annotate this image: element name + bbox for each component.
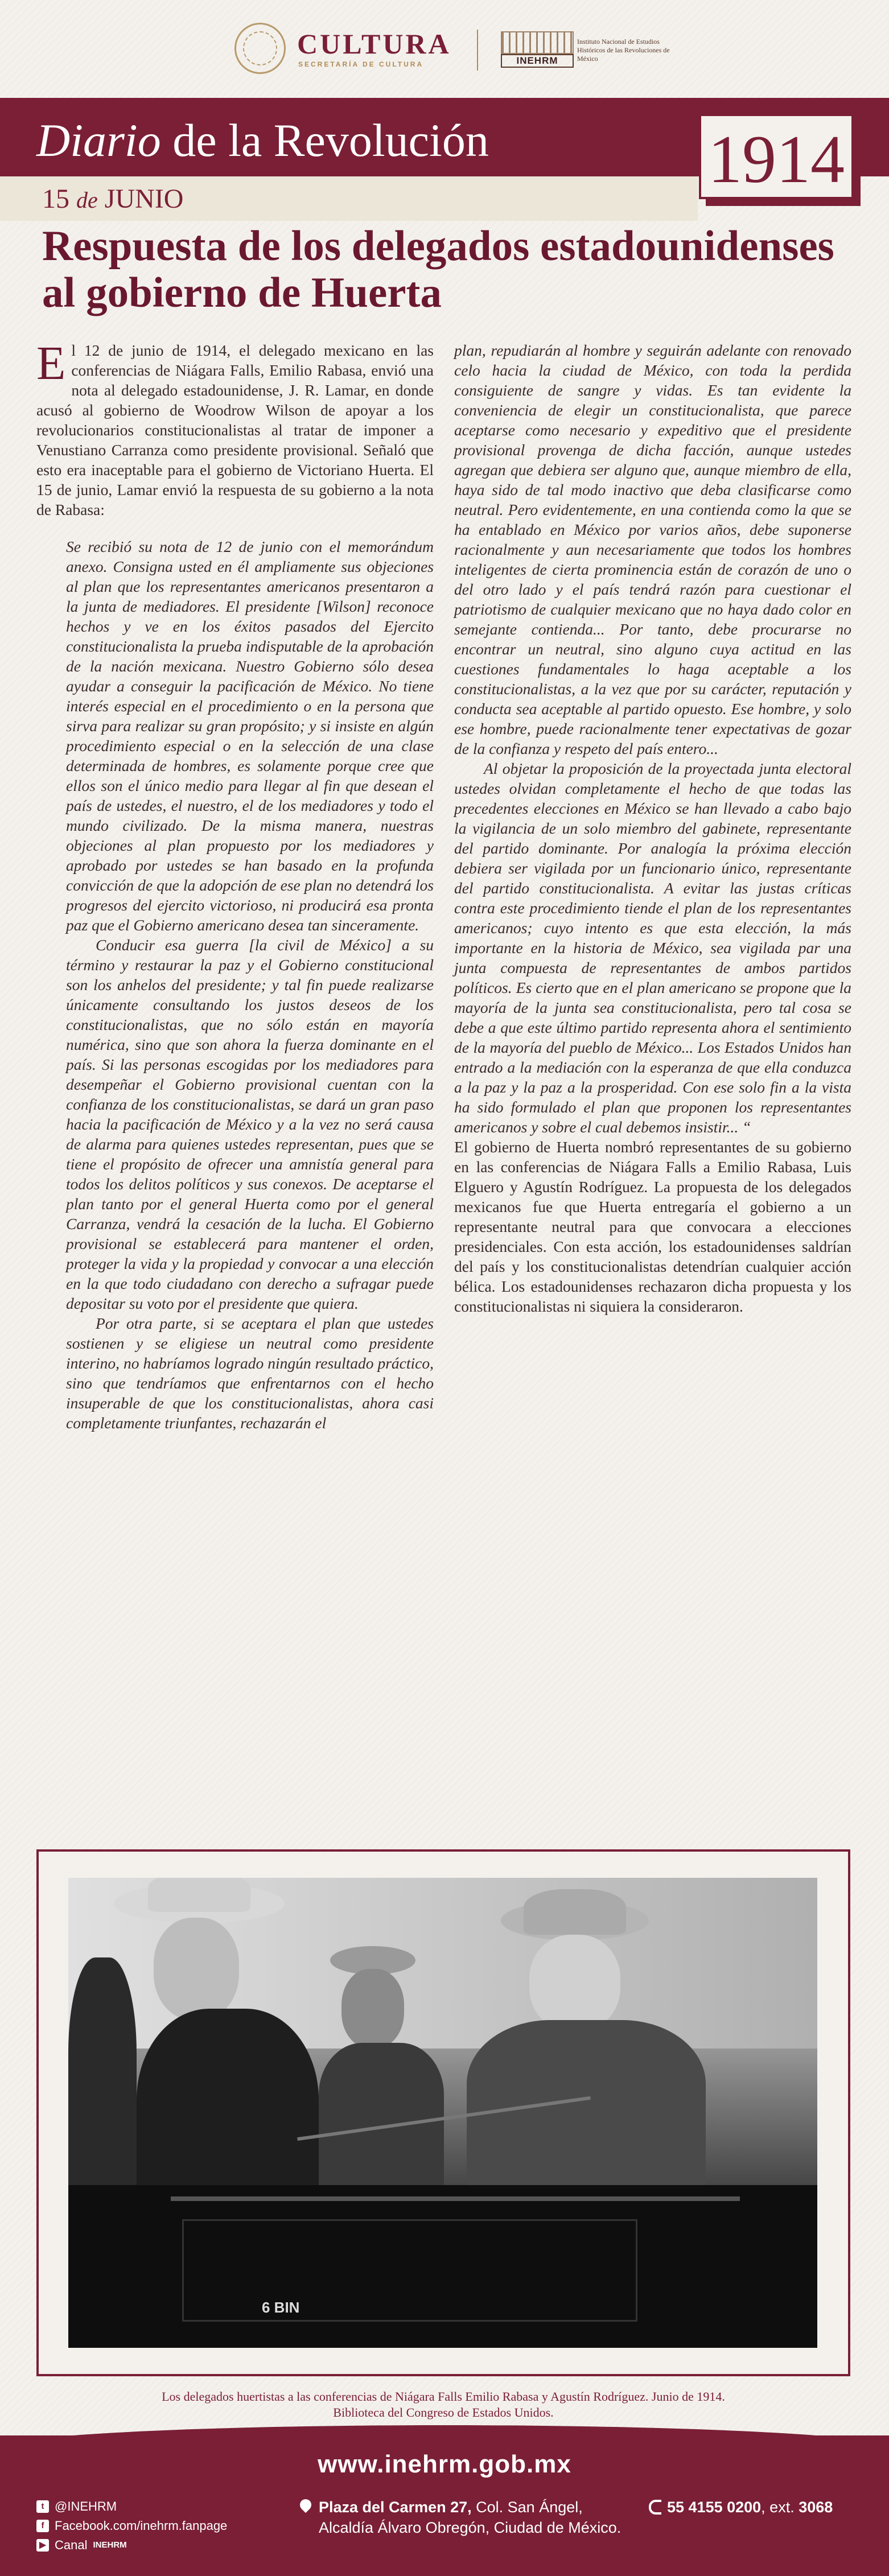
quote-block	[36, 537, 434, 1433]
quote-paragraph: Por otra parte, si se aceptara el plan que ustedes sostienen y se eligiese un neutral como presidente interino, no habríamos logrado ningún resultado práctico, sino que tendríamos que enfrentarnos con el hecho insuperable de que los constitucionalistas, ahora casi completamente triunfantes, rechazarán el	[66, 1314, 434, 1432]
cultura-logo-text: CULTURA	[297, 28, 451, 60]
caption-source: Biblioteca del Congreso de Estados Unidos.	[333, 2405, 554, 2420]
quote-paragraph: Al objetar la proposición de la proyectada junta electoral ustedes olvidan completamente el hecho de que todas las precedentes elecciones en México se han llevado a cabo bajo la vigilancia de un solo miembro del gabinete, representante del partido dominante. Por analogía la próxima elección debiera ser vigilada por un funcionario único, representante del partido constitucionalista. A evitar las justas críticas contra este procedimiento tiende el plan de los representantes americanos; cuyo intento es que esta elección, la más importante en la historia de México, sea vigilada par una junta compuesta de representantes de ambos partidos políticos. Es cierto que en el plan americano se propone que la mayoría de la junta sea constitucionalista, pero tal cosa se debe a que este último partido representa ahora el sentimiento de la mayoría del pueblo de México... Los Estados Unidos han entrado a la mediación con la esperanza de que ella conduzca a la paz y la paz a la prosperidad. Con ese solo fin a la vista ha sido formulado el plan que proponen los representantes americanos y sobre el cual debemos insistir... “	[454, 760, 851, 1136]
inehrm-description: Instituto Nacional de Estudios Históricos de las Revoluciones de México	[577, 38, 670, 63]
phone-icon	[649, 2500, 661, 2515]
date-day: 15	[42, 184, 69, 214]
article-headline: Respuesta de los delegados estadounidenses al gobierno de Huerta	[42, 222, 834, 316]
caption-line: Los delegados huertistas a las conferencias de Niágara Falls Emilio Rabasa y Agustín Rodríguez. Junio de 1914.	[162, 2389, 725, 2404]
photo-plate-mark: 6 BIN	[262, 2299, 300, 2316]
twitter-icon: t	[36, 2500, 49, 2513]
mexico-seal-icon	[234, 23, 286, 74]
year-badge	[699, 114, 854, 199]
address	[299, 2497, 621, 2538]
twitter-handle: @INEHRM	[55, 2499, 117, 2513]
youtube-channel: INEHRM	[93, 2540, 127, 2550]
facebook-link[interactable]	[36, 2516, 227, 2536]
date-month: JUNIO	[104, 184, 184, 214]
article-intro: El 12 de junio de 1914, el delegado mexicano en las conferencias de Niágara Falls, Emilio Rabasa, envió una nota al delegado estadounidense, J. R. Lamar, en donde acusó al gobierno de Woodrow Wilson de apoyar a los revolucionarios constitucionalistas al tratar de imponer a Venustiano Carranza como presidente provisional. Señaló que esto era inaceptable para el gobierno de Victoriano Huerta. El 15 de junio, Lamar envió la respuesta de su gobierno a la nota de Rabasa:	[36, 337, 434, 518]
publication-title	[36, 114, 489, 166]
quote-paragraph: Se recibió su nota de 12 de junio con el memorándum anexo. Consigna usted en él ampliamente sus objeciones al plan que los representantes americanos presentaron a la junta de mediadores. El presidente [Wilson] reconoce hechos y ve en los éxitos pasados del Ejercito constitucionalista la prueba indisputable de la aprobación de la nación mexicana. Nuestro Gobierno sólo desea ayudar a conseguir la pacificación de México. No tiene interés especial en el procedimiento o en la persona que sirva para realizar su gran propósito; y si insiste en algún procedimiento especial o en la selección de una clase determinada de hombres, es solamente porque cree que ellos son el único medio para llegar al fin que desean el país de ustedes, el nuestro, el de los mediadores y todo el mundo civilizado. De la misma manera, nuestras objeciones al plan propuesto por los mediadores y aprobado por ustedes se han basado en la profunda convicción de que la adopción de ese plan no detendrá los progresos del ejercito victorioso, ni producirá esa pronta paz que el Gobierno americano desea tan sinceramente.	[66, 538, 434, 934]
facebook-icon: f	[36, 2520, 49, 2532]
twitter-link[interactable]	[36, 2497, 227, 2516]
secretaria-text: SECRETARÍA DE CULTURA	[298, 60, 424, 68]
phone	[649, 2497, 833, 2517]
logo-bar	[0, 0, 889, 97]
quote-block-continued	[454, 340, 851, 1137]
address-colonia: Col. San Ángel,	[471, 2499, 583, 2516]
logo-divider	[477, 30, 478, 71]
publication-title-rest: de la Revolución	[160, 114, 489, 166]
article-closing: El gobierno de Huerta nombró representantes de su gobierno en las conferencias de Niágara Falls a Emilio Rabasa, Luis Elguero y Agustín Rodríguez. La propuesta de los delegados mexicanos fue que Huerta entregaría el gobierno a un representante neutral para que convocara a elecciones presidenciales. Con esta acción, los estadounidenses saldrían del país y los constitucionalistas detendrían cualquier acción bélica. Los estadounidenses rechazaron dicha propuesta y los constitucionalistas ni siquiera la consideraron.	[454, 1138, 851, 1315]
facebook-url: Facebook.com/inehrm.fanpage	[55, 2519, 228, 2533]
location-pin-icon	[299, 2499, 312, 2516]
quote-paragraph: plan, repudiarán al hombre y seguirán adelante con renovado celo hacia la ciudad de México, con toda la perdida consiguiente de sangre y vidas. Es tan evidente la conveniencia de elegir un constitucionalista, que parece aceptarse como necesario y expeditivo que el presidente provisional provenga de dicha facción, aunque ustedes agregan que debiera ser alguno que, aunque miembro de ella, haya sido de tal modo inactivo que deba clasificarse como neutral. Pero evidentemente, en una contienda como la que se ha entablado en México por varios años, debe suponerse racionalmente y aun necesariamente que todos los hombres inteligentes de cierta prominencia están de corazón de uno o del otro lado y el país tendrá razón para cuestionar el patriotismo de cualquier mexicano que no haya dado color en semejante contienda... Por tanto, debe procurarse no encontrar un neutral, sino alguno cuya actitud en las cuestiones fundamentales lo haga aceptable a los constitucionalistas, a la vez que por su carácter, reputación y conducta sea aceptable al partido opuesto. Ese hombre, y solo ese hombre, puede racionalmente tener expectativas de gozar de la confianza y respeto del país entero...	[454, 341, 851, 757]
quote-paragraph: Conducir esa guerra [la civil de México] a su término y restaurar la paz y el Gobierno constitucional son los anhelos del presidente; y tal fin puede realizarse únicamente consultando los justos deseos de los constitucionalistas, que no sólo están en mayoría numérica, sino que son ahora la fuerza dominante en el país. Si las personas escogidas por los mediadores para desempeñar el Gobierno provisional cuentan con la confianza de los constitucionalistas, se dará un gran paso hacia la pacificación de México y a la vez no será causa de alarma para quienes ustedes representan, pues que se tiene el propósito de ofrecer una amnistía general para todos los delitos políticos y sus conexos. De aceptarse el plan tanto por el general Huerta como por el general Carranza, vendrá la cesación de la lucha. El Gobierno provisional se establecerá para mantener el orden, proteger la vida y la propiedad y convocar a una elección en la que todo ciudadano con derecho a sufragar puede depositar su voto por el presidente que quiera.	[66, 936, 434, 1312]
article-column-left	[36, 337, 434, 1433]
phone-ext: 3068	[799, 2499, 833, 2516]
address-city: Alcaldía Álvaro Obregón, Ciudad de México.	[319, 2519, 622, 2536]
inehrm-logo-text: INEHRM	[501, 54, 574, 68]
inehrm-logo	[501, 31, 574, 68]
youtube-link[interactable]	[36, 2536, 227, 2555]
address-street: Plaza del Carmen 27,	[319, 2499, 472, 2516]
social-links	[36, 2497, 227, 2555]
youtube-icon: ▶	[36, 2539, 49, 2552]
phone-number: 55 4155 0200	[667, 2499, 762, 2516]
date-de: de	[76, 187, 98, 213]
year-text: 1914	[708, 121, 845, 197]
historical-photo	[68, 1878, 817, 2348]
date-line	[42, 183, 183, 216]
building-icon	[501, 31, 574, 54]
publication-title-italic: Diario	[36, 114, 161, 166]
website-link[interactable]: www.inehrm.gob.mx	[318, 2450, 571, 2478]
article-column-right	[454, 340, 851, 1316]
phone-ext-label: , ext.	[761, 2499, 799, 2516]
photo-caption	[36, 2389, 850, 2421]
youtube-label: Canal	[55, 2538, 88, 2552]
